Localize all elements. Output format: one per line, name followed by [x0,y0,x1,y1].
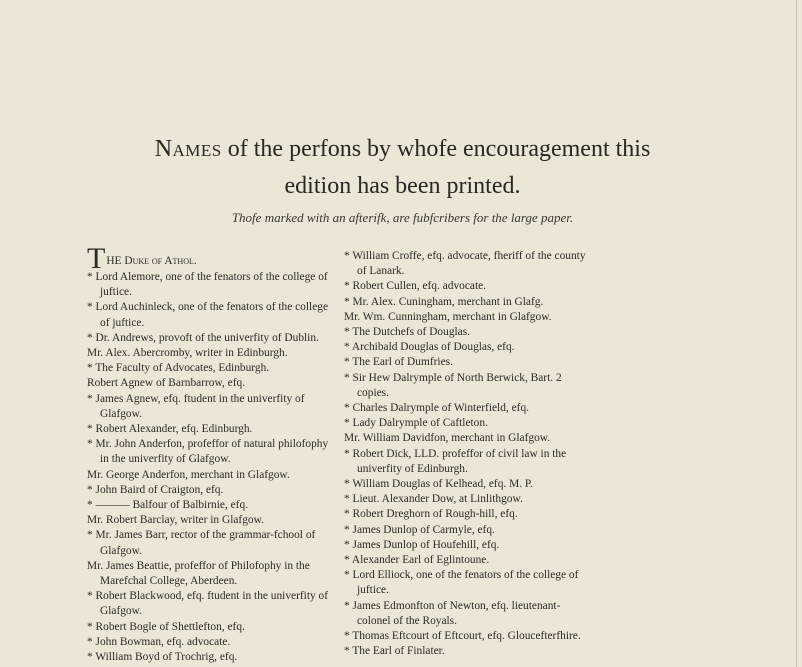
subscriber-entry: * Dr. Andrews, provoft of the univerfity of Dublin. [87,331,319,344]
subscriber-entry: Mr. Wm. Cunningham, merchant in Glafgow. [344,310,552,323]
drop-cap: T [87,242,106,275]
title-lead-word: Names [154,136,222,162]
subscriber-entry: * James Dunlop of Carmyle, efq. [344,523,495,536]
subscriber-entry: * James Edmonfton of Newton, efq. lieutenant-colonel of the Royals. [344,599,561,627]
subscriber-entry: * Thomas Eftcourt of Eftcourt, efq. Gloucefterfhire. [344,630,581,643]
subscriber-entry: Mr. George Anderfon, merchant in Glafgow. [87,468,290,481]
subscriber-entry: * William Croffe, efq. advocate, fheriff of the county of Lanark. [344,250,586,278]
subscriber-entry: * Alexander Earl of Eglintoune. [344,554,490,567]
subscriber-entry: Mr. William Davidfon, merchant in Glafgow. [344,432,551,445]
subscriber-entry: * Lord Elliock, one of the fenators of the college of juftice. [344,569,579,597]
subscriber-entry: Robert Agnew of Barnbarrow, efq. [87,377,246,390]
subscriber-entry: * The Earl of Dumfries. [344,356,453,369]
subscriber-entry: * Robert Blackwood, efq. ftudent in the univerfity of Glafgow. [87,590,329,618]
subscriber-entry: * Mr. James Barr, rector of the grammar-fchool of Glafgow. [87,529,316,557]
subscriber-entry: * Lieut. Alexander Dow, at Linlithgow. [344,493,523,506]
subscriber-entry: * Mr. John Anderfon, profeffor of natural philofophy in the univerfity of Glafgow. [87,438,329,466]
subscriber-entry: * Lady Dalrymple of Caftleton. [344,417,488,430]
subscriber-entry: * John Baird of Craigton, efq. [87,483,224,496]
left-subscriber-column [87,242,335,665]
subscriber-entry: * John Bowman, efq. advocate. [87,635,231,648]
subscriber-entry: Mr. James Beattie, profeffor of Philofophy in the Marefchal College, Aberdeen. [87,559,310,588]
subscriber-entry: * Robert Cullen, efq. advocate. [344,280,487,293]
right-subscriber-column [344,249,592,659]
subscriber-entry: * Robert Dick, LLD. profeffor of civil law in the univerfity of Edinburgh. [344,447,567,475]
subscriber-entry: * Mr. Alex. Cuningham, merchant in Glafg. [344,295,544,308]
subscriber-entry: * Lord Alemore, one of the fenators of the college of juftice. [87,271,328,299]
subscriber-entry: * Lord Auchinleck, one of the fenators of the college of juftice. [87,301,329,329]
title-line-1 [60,131,745,168]
subscriber-entry: * Robert Alexander, efq. Edinburgh. [87,423,253,436]
subscriber-entry: * ——— Balfour of Balbirnie, efq. [87,499,249,512]
subscriber-entry: * The Faculty of Advocates, Edinburgh. [87,362,270,375]
subscriber-entry: * William Boyd of Trochrig, efq. [87,651,238,664]
subscriber-entry: * James Dunlop of Houfehill, efq. [344,538,500,551]
subscriber-entry: * The Earl of Finlater. [344,645,445,658]
subscriber-entry: * The Dutchefs of Douglas. [344,326,471,339]
subscriber-entry: Mr. Alex. Abercromby, writer in Edinburgh. [87,347,288,360]
page-title [60,131,745,205]
drop-cap-rest: HE Duke of Athol. [106,255,197,267]
subscriber-entry: * Charles Dalrymple of Winterfield, efq. [344,402,530,415]
subscriber-note: Thofe marked with an afterifk, are fubfcribers for the large paper. [231,210,574,225]
subscriber-entry: * Archibald Douglas of Douglas, efq. [344,341,515,354]
subscriber-entry: * William Douglas of Kelhead, efq. M. P. [344,478,533,491]
title-line-2: edition has been printed. [284,173,521,199]
subscriber-entry: Mr. Robert Barclay, writer in Glafgow. [87,514,264,527]
subscriber-entry [87,242,335,275]
subscriber-entry: * Sir Hew Dalrymple of North Berwick, Bart. 2 copies. [344,371,562,399]
subscriber-entry: * Robert Bogle of Shettlefton, efq. [87,620,245,633]
title-line-1-rest: of the perfons by whofe encouragement this [221,136,651,162]
page-edge [796,0,797,667]
subscriber-entry: * James Agnew, efq. ftudent in the univerfity of Glafgow. [87,392,305,420]
subscriber-entry: * Robert Dreghorn of Rough-hill, efq. [344,508,518,521]
